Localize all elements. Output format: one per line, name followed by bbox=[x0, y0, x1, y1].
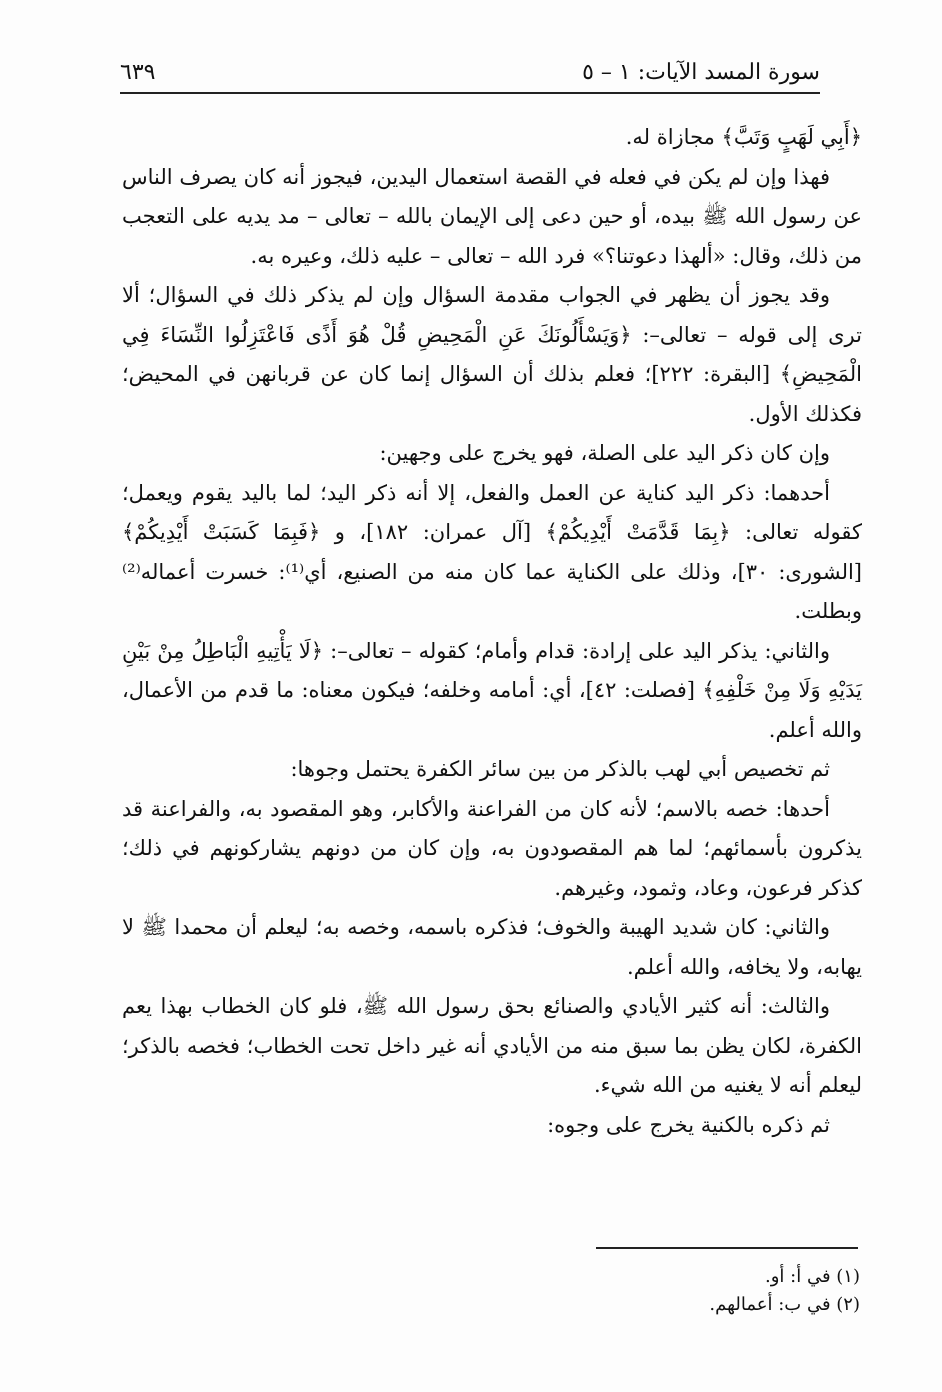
main-text bbox=[122, 118, 862, 1145]
paragraph: وإن كان ذكر اليد على الصلة، فهو يخرج على وجهين: bbox=[379, 441, 830, 465]
paragraph: أحدها: خصه بالاسم؛ لأنه كان من الفراعنة والأكابر، وهو المقصود به، والفراعنة قد يذكرون بأسمائهم؛ لما هم المقصودون به، وإن كان من دونهم يشاركونهم في ذلك؛ كذكر فرعون، وعاد، وثمود، وغيرهم. bbox=[122, 796, 862, 900]
footnotes bbox=[400, 1263, 860, 1319]
footnote: (١) في أ: أو. bbox=[765, 1266, 860, 1287]
running-title: سورة المسد الآيات: ١ – ٥ bbox=[582, 59, 820, 85]
page-number: ٦٣٩ bbox=[120, 59, 156, 85]
paragraph: والثالث: أنه كثير الأيادي والصنائع بحق رسول الله ﷺ، فلو كان الخطاب بهذا يعم الكفرة، لكان يظن بما سبق منه من الأيادي أنه غير داخل تحت الخطاب؛ فخصه بالذكر؛ ليعلم أنه لا يغنيه من الله شيء. bbox=[122, 994, 862, 1097]
paragraph: فهذا وإن لم يكن في فعله في القصة استعمال اليدين، فيجوز أنه كان يصرف الناس عن رسول الله ﷺ بيده، أو حين دعى إلى الإيمان بالله – تعالى – مد يديه على التعجب من ذلك، وقال: «ألهذا دعوتنا؟» فرد الله – تعالى – عليه ذلك، وعيره به. bbox=[122, 164, 862, 268]
paragraph: والثاني: كان شديد الهيبة والخوف؛ فذكره باسمه، وخصه به؛ ليعلم أن محمدا ﷺ لا يهابه، ولا يخافه، والله أعلم. bbox=[122, 915, 862, 979]
paragraph: ثم ذكره بالكنية يخرج على وجوه: bbox=[547, 1112, 830, 1137]
page-header bbox=[120, 52, 820, 94]
paragraph: وقد يجوز أن يظهر في الجواب مقدمة السؤال وإن لم يذكر ذلك في السؤال؛ ألا ترى إلى قوله – تعالى–: ﴿وَيَسْأَلُونَكَ عَنِ الْمَحِيضِ قُلْ هُوَ أَذًى فَاعْتَزِلُوا النِّسَاءَ فِي الْمَحِيضِ﴾ [البقرة: ٢٢٢]؛ فعلم بذلك أن السؤال إنما كان عن قربانهن في المحيض؛ فكذلك الأول. bbox=[122, 283, 862, 426]
footnote: (٢) في ب: أعمالهم. bbox=[709, 1294, 860, 1315]
paragraph: ﴿أَبِي لَهَبٍ وَتَبَّ﴾ مجازاة له. bbox=[625, 125, 862, 149]
paragraph: والثاني: يذكر اليد على إرادة: قدام وأمام؛ كقوله – تعالى–: ﴿لَا يَأْتِيهِ الْبَاطِلُ مِنْ بَيْنِ يَدَيْهِ وَلَا مِنْ خَلْفِهِ﴾ [فصلت: ٤٢]، أي: أمامه وخلفه؛ فيكون معناه: ما قدم من الأعمال، والله أعلم. bbox=[122, 638, 862, 742]
footnote-separator bbox=[596, 1247, 858, 1249]
paragraph: أحدهما: ذكر اليد كناية عن العمل والفعل، إلا أنه ذكر اليد؛ لما باليد يقوم ويعمل؛ كقوله تعالى: ﴿بِمَا قَدَّمَتْ أَيْدِيكُمْ﴾ [آل عمران: ١٨٢]، و ﴿فَبِمَا كَسَبَتْ أَيْدِيكُمْ﴾ [الشورى: ٣٠]، وذلك على الكناية عما كان منه من الصنيع، أي⁽¹⁾: خسرت أعماله⁽²⁾ وبطلت. bbox=[122, 480, 862, 623]
paragraph: ثم تخصيص أبي لهب بالذكر من بين سائر الكفرة يحتمل وجوها: bbox=[290, 757, 830, 781]
